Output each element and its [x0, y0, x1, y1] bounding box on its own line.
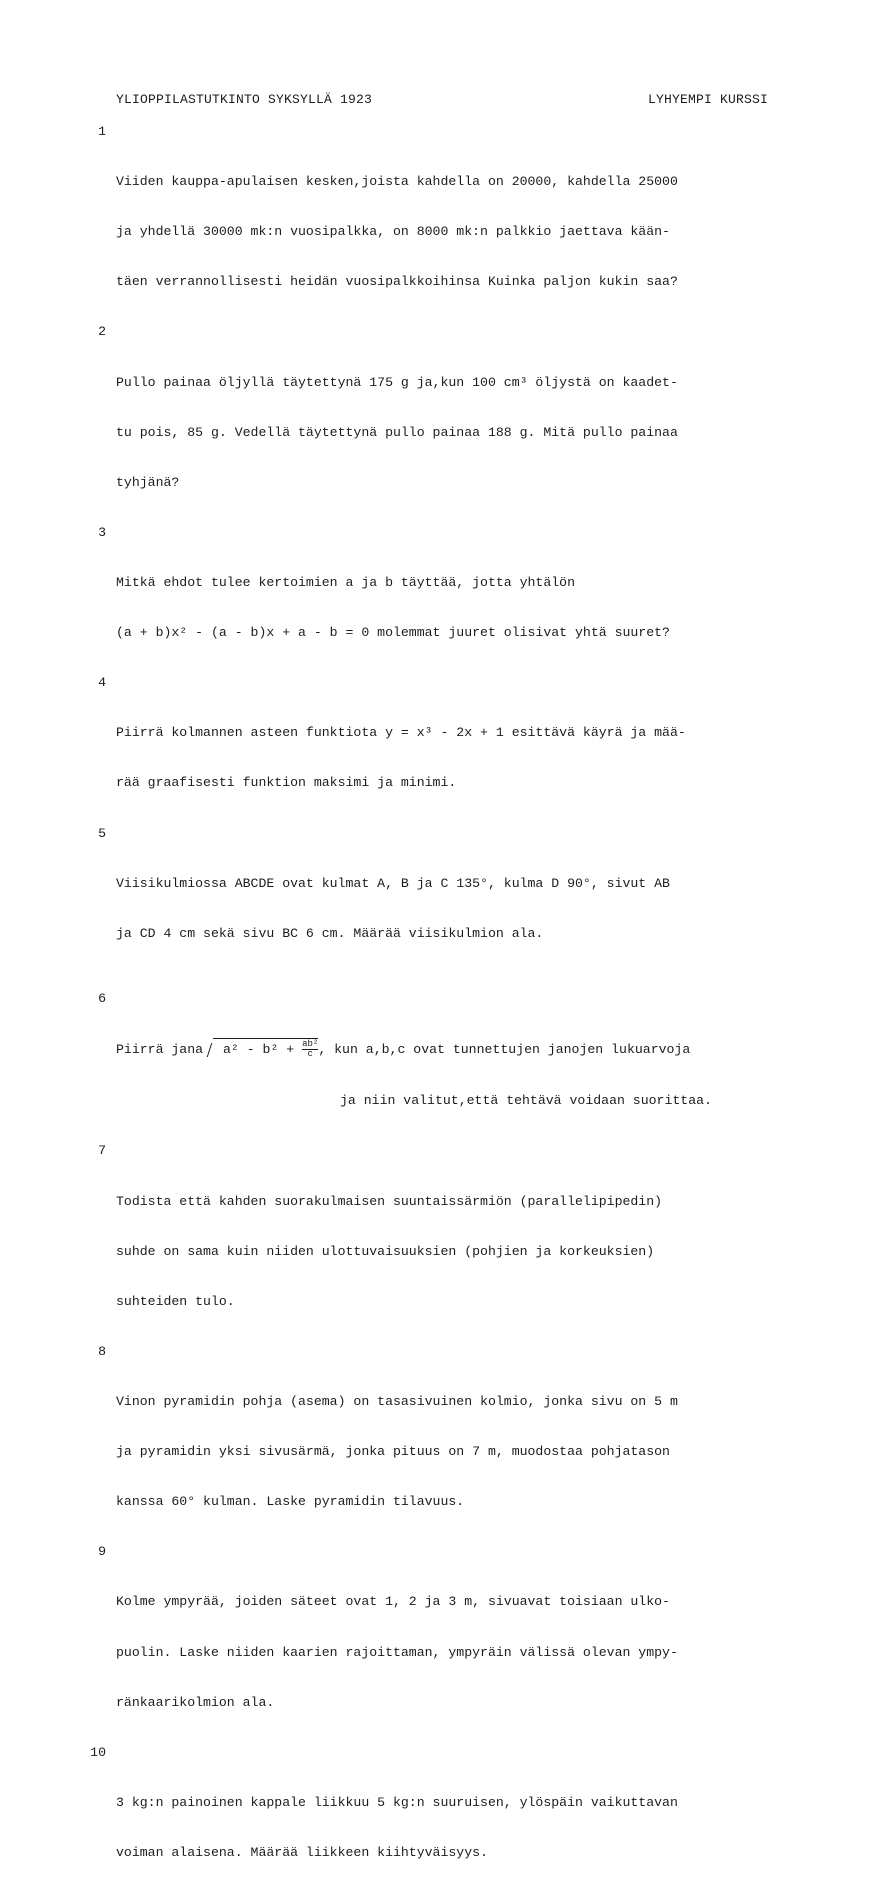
- problem-9: [86, 1544, 776, 1744]
- problem-number: 6: [98, 990, 106, 1006]
- problem-text-line: Viiden kauppa-apulaisen kesken,joista kahdella on 20000, kahdella 25000: [116, 174, 678, 190]
- problem-7: [86, 1143, 776, 1343]
- problem-6: [86, 988, 776, 1144]
- problem-number: 10: [90, 1744, 106, 1760]
- problem-text-line: ja CD 4 cm sekä sivu BC 6 cm. Määrää viisikulmion ala.: [116, 925, 544, 941]
- fraction: [302, 1040, 318, 1059]
- problem-text-line: Todista että kahden suorakulmaisen suuntaissärmiön (parallelipipedin): [116, 1193, 663, 1209]
- problem-text-pre: Piirrä jana: [116, 1041, 211, 1057]
- problem-8: [86, 1344, 776, 1544]
- problem-formula-line: [116, 1038, 776, 1060]
- problem-3: [86, 525, 776, 675]
- fraction-numerator: ab²: [302, 1038, 319, 1049]
- problem-number: 3: [98, 524, 106, 540]
- problem-text-line: suhteiden tulo.: [116, 1293, 235, 1309]
- problem-2: [86, 324, 776, 524]
- problem-4: [86, 675, 776, 825]
- problem-text-line: tu pois, 85 g. Vedellä täytettynä pullo painaa 188 g. Mitä pullo painaa: [116, 424, 678, 440]
- square-root-expression: [213, 1038, 318, 1061]
- problem-number: 1: [98, 124, 106, 139]
- problem-text-post: , kun a,b,c ovat tunnettujen janojen lukuarvoja: [318, 1041, 691, 1057]
- problem-number: 7: [98, 1143, 106, 1159]
- problem-text-line: Pullo painaa öljyllä täytettynä 175 g ja,kun 100 cm³ öljystä on kaadet-: [116, 374, 678, 390]
- problem-text-line: ja niin valitut,että tehtävä voidaan suorittaa.: [340, 1093, 712, 1109]
- problem-text-line: rää graafisesti funktion maksimi ja minimi.: [116, 775, 457, 791]
- problem-text-line: Viisikulmiossa ABCDE ovat kulmat A, B ja C 135°, kulma D 90°, sivut AB: [116, 875, 670, 891]
- problem-10: [86, 1745, 776, 1895]
- problem-text-line: Piirrä kolmannen asteen funktiota y = x³ - 2x + 1 esittävä käyrä ja mää-: [116, 725, 686, 741]
- course-level: LYHYEMPI KURSSI: [647, 92, 768, 107]
- problem-text-line: suhde on sama kuin niiden ulottuvaisuuksien (pohjien ja korkeuksien): [116, 1243, 655, 1259]
- problem-text-line: voiman alaisena. Määrää liikkeen kiihtyväisyys.: [116, 1845, 488, 1861]
- problem-number: 8: [98, 1343, 106, 1359]
- problem-text-line: ja pyramidin yksi sivusärmä, jonka pituus on 7 m, muodostaa pohjatason: [116, 1444, 670, 1460]
- problem-text-line: 3 kg:n painoinen kappale liikkuu 5 kg:n suuruisen, ylöspäin vaikuttavan: [116, 1794, 678, 1810]
- problem-number: 5: [98, 825, 106, 841]
- sqrt-body: a² - b² +: [222, 1041, 303, 1057]
- problem-5: [86, 826, 776, 976]
- problem-text-line: ja yhdellä 30000 mk:n vuosipalkka, on 8000 mk:n palkkio jaettava kään-: [116, 224, 670, 240]
- problem-text-line: tyhjänä?: [116, 474, 180, 490]
- problem-text-line: (a + b)x² - (a - b)x + a - b = 0 molemmat juuret olisivat yhtä suuret?: [116, 625, 670, 641]
- problem-text-line: Vinon pyramidin pohja (asema) on tasasivuinen kolmio, jonka sivu on 5 m: [116, 1394, 678, 1410]
- problem-text-line: kanssa 60° kulman. Laske pyramidin tilavuus.: [116, 1494, 465, 1510]
- problem-text-line: Mitkä ehdot tulee kertoimien a ja b täyttää, jotta yhtälön: [116, 574, 575, 590]
- problem-text-line: täen verrannollisesti heidän vuosipalkkoihinsa Kuinka paljon kukin saa?: [116, 274, 678, 290]
- problem-list: [86, 124, 776, 1895]
- problem-text-line: ränkaarikolmion ala.: [116, 1694, 275, 1710]
- problem-text-line: Kolme ympyrää, joiden säteet ovat 1, 2 ja 3 m, sivuavat toisiaan ulko-: [116, 1594, 670, 1610]
- problem-1: [86, 124, 776, 324]
- exam-header: [116, 92, 768, 110]
- problem-number: 4: [98, 675, 106, 691]
- problem-number: 9: [98, 1544, 106, 1560]
- exam-title: YLIOPPILASTUTKINTO SYKSYLLÄ 1923: [116, 92, 373, 107]
- problem-text-line: puolin. Laske niiden kaarien rajoittaman, ympyräin välissä olevan ympy-: [116, 1644, 678, 1660]
- fraction-denominator: c: [307, 1048, 313, 1059]
- problem-number: 2: [98, 324, 106, 340]
